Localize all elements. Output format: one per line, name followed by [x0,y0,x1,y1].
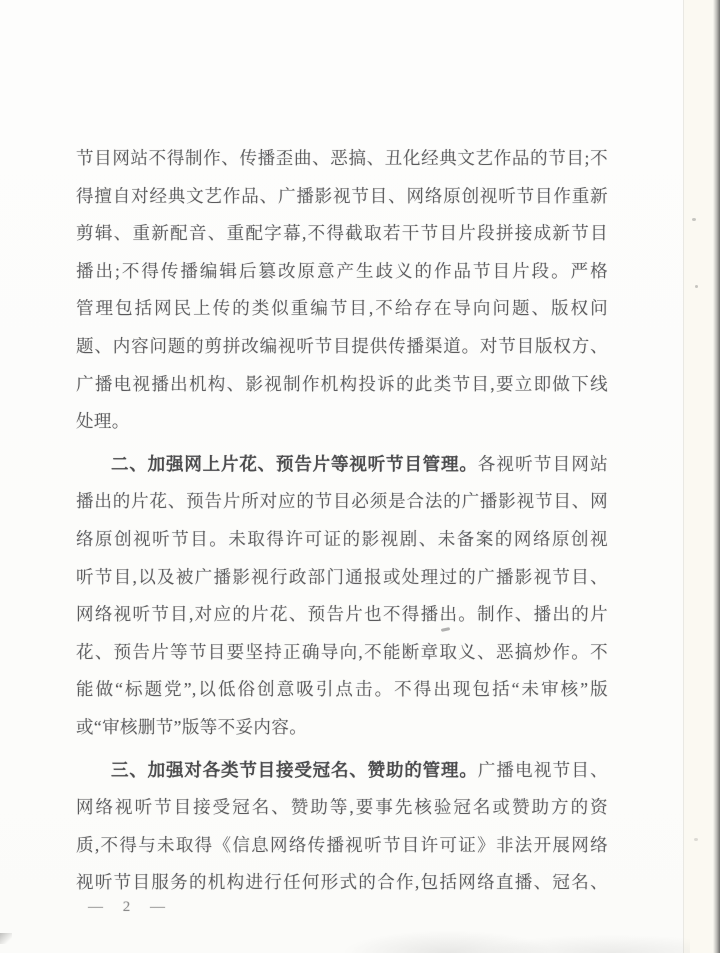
text-line: 得擅自对经典文艺作品、广播影视节目、网络原创视听节目作重新 [76,185,608,206]
text-line: 二、加强网上片花、预告片等视听节目管理。各视听节目网站 [111,453,608,474]
page-number: — 2 — [88,899,167,915]
section-heading: 二、加强网上片花、预告片等视听节目管理。 [111,453,478,474]
text-line: 听节目,以及被广播影视行政部门通报或处理过的广播影视节目、 [76,566,608,587]
scan-speck [694,838,698,841]
text-line: 广播电视播出机构、影视制作机构投诉的此类节目,要立即做下线 [76,373,608,394]
text-line: 网络视听节目接受冠名、赞助等,要事先核验冠名或赞助方的资 [76,797,608,818]
scan-corner-artifact [0,933,12,944]
text-line: 花、预告片等节目要坚持正确导向,不能断章取义、恶搞炒作。不 [76,641,608,662]
photo-bottom-shadow [250,893,690,953]
section-heading: 三、加强对各类节目接受冠名、赞助的管理。 [111,759,478,780]
text-line: 视听节目服务的机构进行任何形式的合作,包括网络直播、冠名、 [76,872,608,893]
text-line: 络原创视听节目。未取得许可证的影视剧、未备案的网络原创视 [76,528,608,549]
text-line: 或“审核删节”版等不妥内容。 [76,716,308,737]
text-line: 处理。 [76,411,130,432]
text-line: 题、内容问题的剪拼改编视听节目提供传播渠道。对节目版权方、 [76,335,608,356]
scan-speck [695,285,698,288]
text-line: 三、加强对各类节目接受冠名、赞助的管理。广播电视节目、 [111,759,608,780]
scan-speck [692,218,696,221]
photo-right-edge-shadow [713,0,720,953]
text-line: 播出;不得传播编辑后篡改原意产生歧义的作品节目片段。严格 [76,260,608,281]
document-text [76,140,608,902]
text-line: 节目网站不得制作、传播歪曲、恶搞、丑化经典文艺作品的节目;不 [76,148,608,168]
text-line: 播出的片花、预告片所对应的节目必须是合法的广播影视节目、网 [76,491,608,512]
text-line: 能做“标题党”,以低俗创意吸引点击。不得出现包括“未审核”版 [76,679,608,700]
text-line: 网络视听节目,对应的片花、预告片也不得播出。制作、播出的片 [76,604,608,625]
text-line: 管理包括网民上传的类似重编节目,不给存在导向问题、版权问 [76,298,608,319]
text-line: 质,不得与未取得《信息网络传播视听节目许可证》非法开展网络 [76,834,608,855]
text-line: 剪辑、重新配音、重配字幕,不得截取若干节目片段拼接成新节目 [76,223,608,244]
